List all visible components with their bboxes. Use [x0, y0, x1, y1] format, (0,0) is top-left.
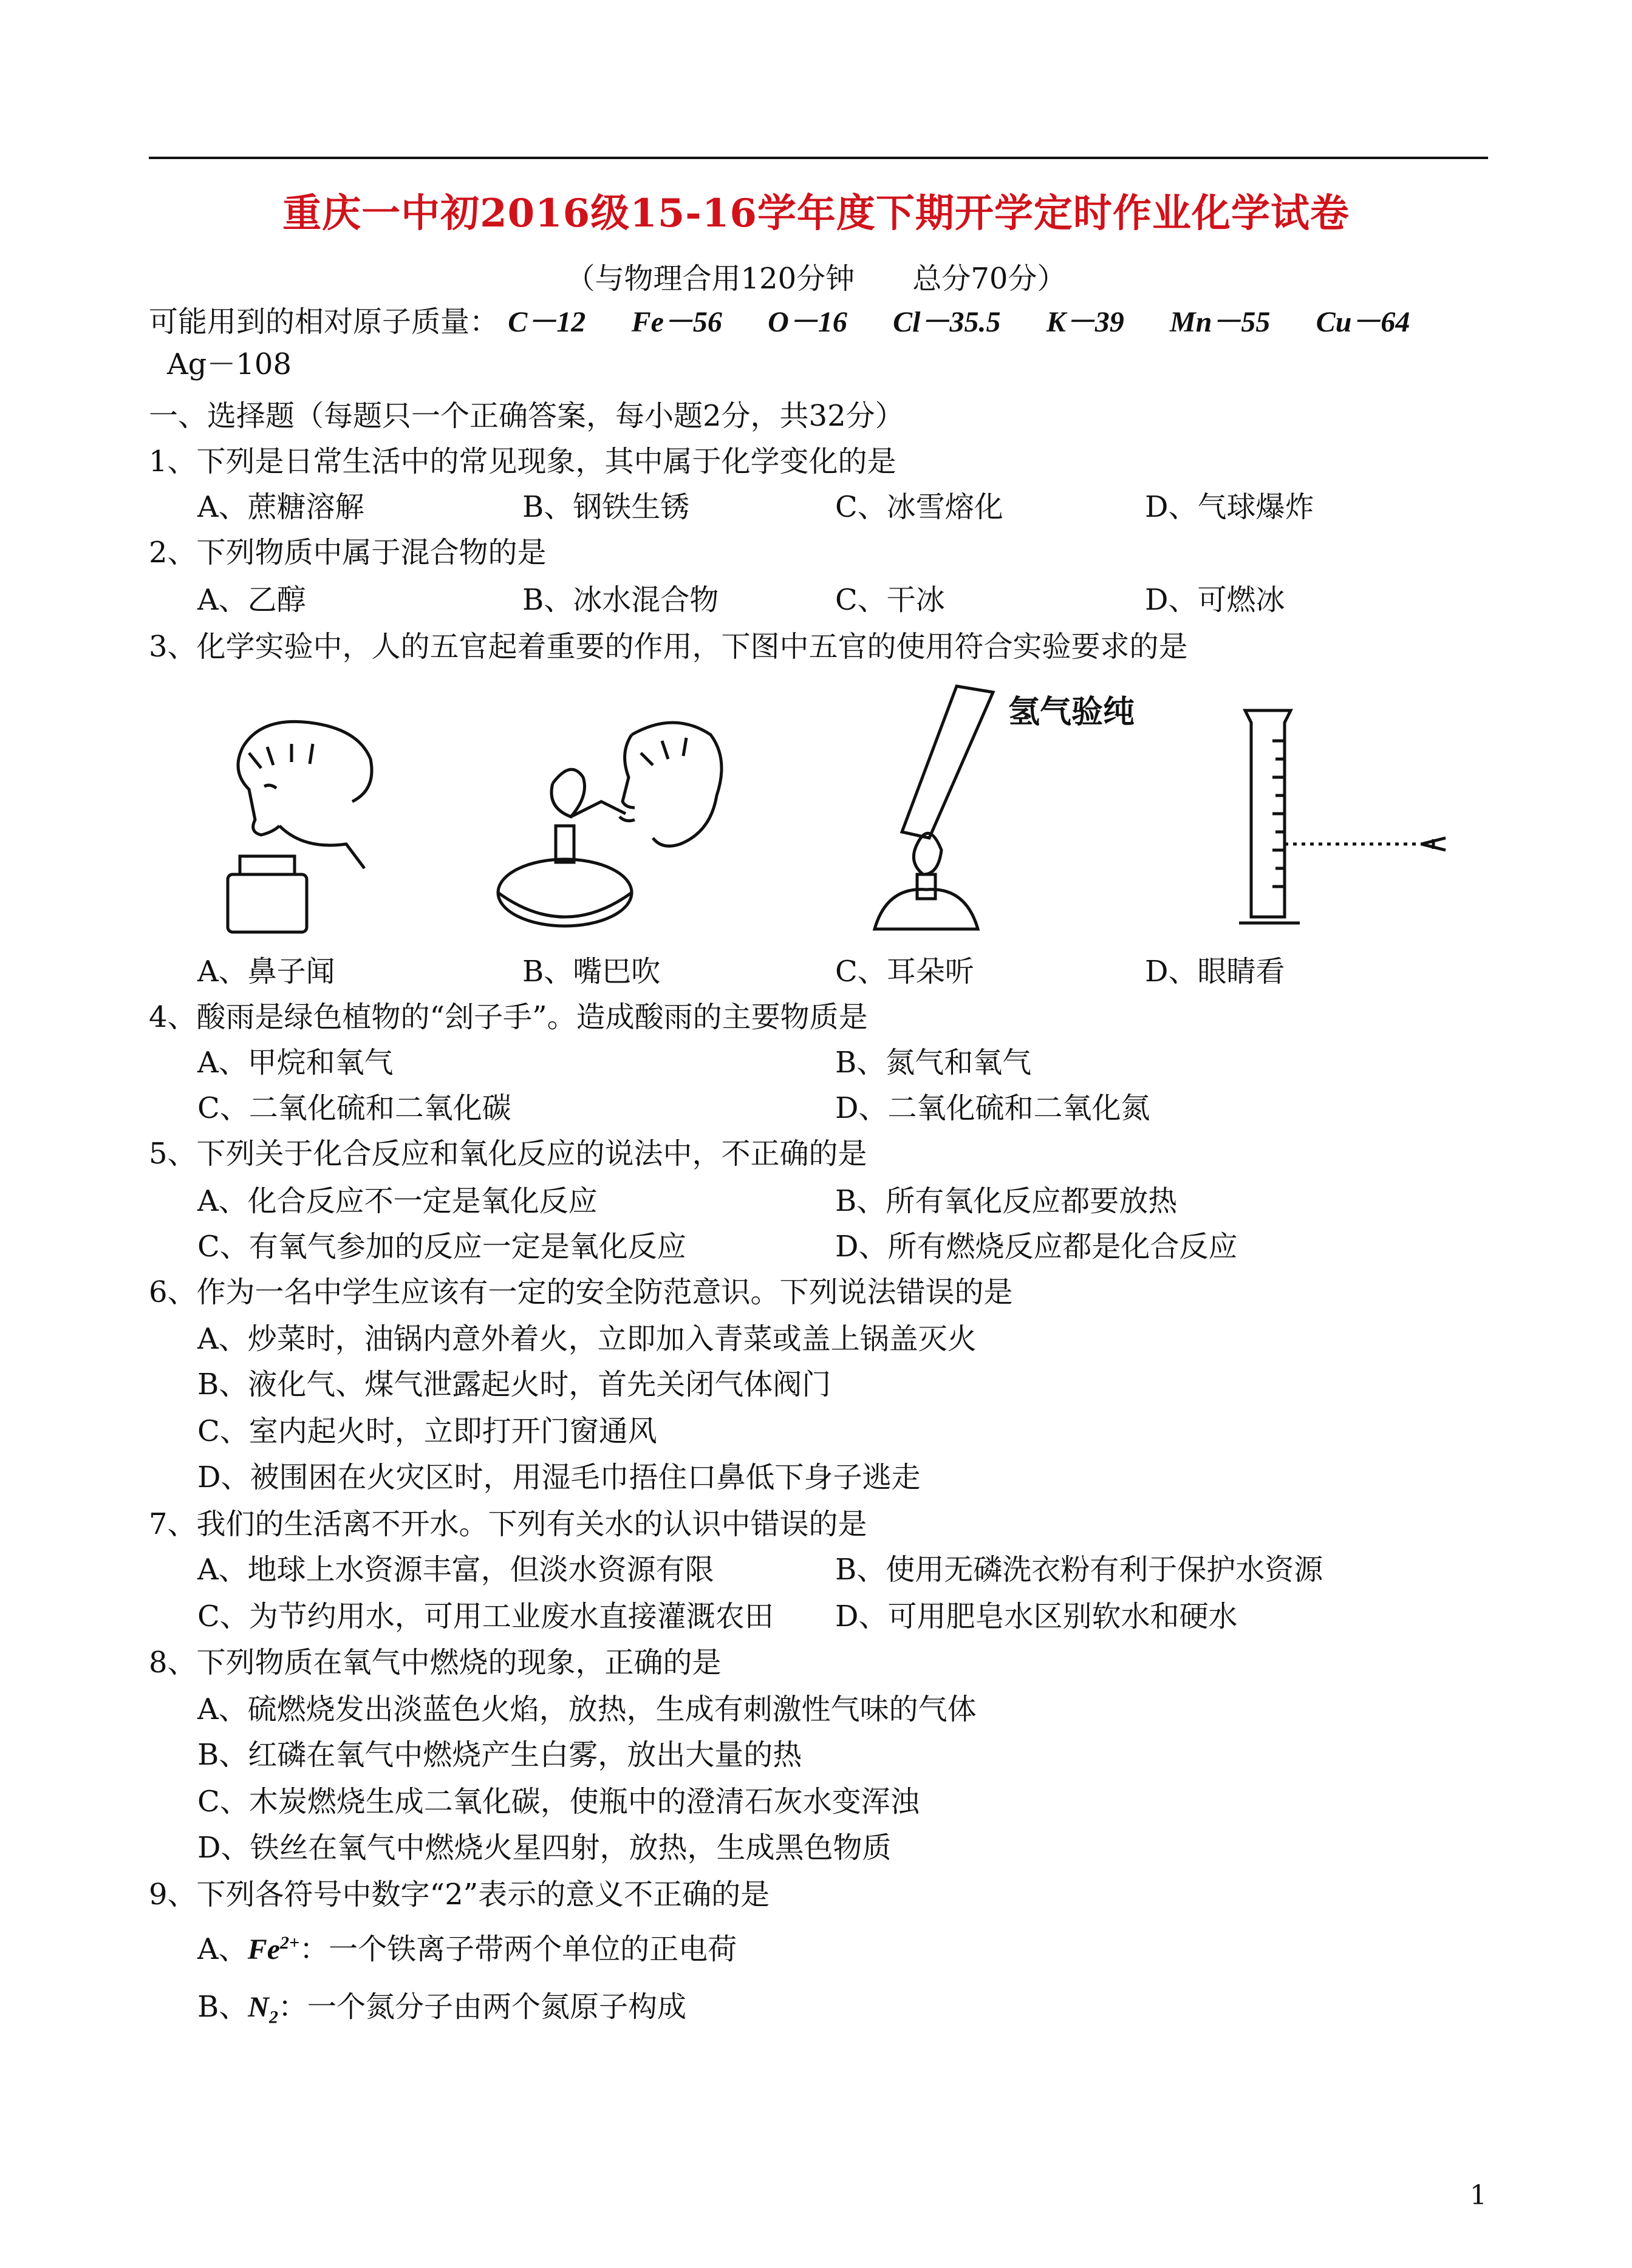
mass-item: K－39	[1046, 306, 1124, 338]
molecule-subscript: 2	[268, 2007, 278, 2028]
mass-item: Cl－35.5	[893, 306, 1001, 338]
option: B、嘴巴吹	[522, 955, 661, 989]
top-rule	[149, 157, 1488, 159]
option: C、为节约用水，可用工业废水直接灌溉农田	[197, 1599, 774, 1633]
option-text: ：一个铁离子带两个单位的正电荷	[299, 1932, 737, 1966]
question-4: 4、酸雨是绿色植物的“刽子手”。造成酸雨的主要物质是	[149, 1000, 868, 1034]
option: B、液化气、煤气泄露起火时，首先关闭气体阀门	[197, 1367, 831, 1401]
option: C、有氧气参加的反应一定是氧化反应	[197, 1230, 686, 1264]
option: B、冰水混合物	[522, 583, 719, 617]
option: A、甲烷和氧气	[197, 1046, 394, 1080]
option: A、炒菜时，油锅内意外着火，立即加入青菜或盖上锅盖灭火	[197, 1322, 977, 1356]
option: A、乙醇	[197, 583, 306, 617]
option: C、二氧化硫和二氧化碳	[197, 1091, 511, 1125]
ion-symbol: Fe	[247, 1933, 280, 1966]
mass-item: Mn－55	[1170, 306, 1271, 338]
subtitle-score: 总分70分）	[912, 262, 1067, 296]
option: D、可燃冰	[1145, 583, 1285, 617]
option-prefix: A、	[197, 1932, 248, 1966]
mass-item: Ag－108	[167, 347, 292, 381]
masses-label: 可能用到的相对原子质量：	[149, 305, 499, 339]
figure-mouth-blow	[480, 710, 735, 935]
question-3: 3、化学实验中，人的五官起着重要的作用，下图中五官的使用符合实验要求的是	[149, 630, 1188, 664]
option	[197, 1989, 686, 2036]
mass-item: Cu－64	[1316, 306, 1410, 338]
option: A、鼻子闻	[197, 955, 335, 989]
option: A、蔗糖溶解	[197, 490, 364, 524]
option: A、化合反应不一定是氧化反应	[197, 1184, 598, 1218]
option: C、干冰	[835, 583, 945, 617]
option: C、冰雪熔化	[835, 490, 1003, 524]
figure-nose-smell	[207, 710, 401, 935]
question-2: 2、下列物质中属于混合物的是	[149, 536, 547, 570]
option: B、红磷在氧气中燃烧产生白雾，放出大量的热	[197, 1738, 802, 1772]
atomic-masses	[149, 304, 1410, 341]
molecule-symbol: N	[248, 1991, 269, 2023]
question-7: 7、我们的生活离不开水。下列有关水的认识中错误的是	[149, 1507, 867, 1541]
question-6: 6、作为一名中学生应该有一定的安全防范意识。下列说法错误的是	[149, 1275, 1013, 1309]
subtitle	[0, 255, 1632, 297]
page-title: 重庆一中初2016级15-16学年度下期开学定时作业化学试卷	[282, 191, 1350, 236]
option: C、木炭燃烧生成二氧化碳，使瓶中的澄清石灰水变浑浊	[197, 1785, 920, 1819]
section-heading: 一、选择题（每题只一个正确答案，每小题2分，共32分）	[149, 399, 904, 433]
question-8: 8、下列物质在氧气中燃烧的现象，正确的是	[149, 1646, 722, 1680]
figure-hydrogen-test	[850, 680, 1190, 935]
question-1: 1、下列是日常生活中的常见现象，其中属于化学变化的是	[149, 444, 896, 478]
option: D、眼睛看	[1145, 955, 1285, 989]
figure-eye-read	[1233, 704, 1464, 935]
option: A、硫燃烧发出淡蓝色火焰，放热，生成有刺激性气味的气体	[197, 1692, 977, 1726]
option: A、地球上水资源丰富，但淡水资源有限	[197, 1553, 714, 1587]
option: B、钢铁生锈	[522, 490, 690, 524]
option: D、被围困在火灾区时，用湿毛巾捂住口鼻低下身子逃走	[197, 1460, 921, 1494]
option: D、气球爆炸	[1145, 490, 1314, 524]
ion-charge: 2+	[280, 1933, 300, 1953]
option	[197, 1925, 737, 1968]
option: B、氮气和氧气	[835, 1046, 1032, 1080]
mass-item: C－12	[508, 306, 586, 338]
subtitle-time: （与物理合用120分钟	[565, 262, 855, 296]
option: D、二氧化硫和二氧化氮	[835, 1091, 1150, 1125]
option: D、所有燃烧反应都是化合反应	[835, 1230, 1238, 1264]
option: D、铁丝在氧气中燃烧火星四射，放热，生成黑色物质	[197, 1831, 892, 1865]
option: B、使用无磷洗衣粉有利于保护水资源	[835, 1553, 1323, 1587]
page-number: 1	[1470, 2180, 1487, 2211]
question-5: 5、下列关于化合反应和氧化反应的说法中，不正确的是	[149, 1137, 867, 1171]
option: C、室内起火时，立即打开门窗通风	[197, 1414, 657, 1448]
mass-item: O－16	[768, 306, 847, 338]
option: D、可用肥皂水区别软水和硬水	[835, 1599, 1238, 1633]
mass-item: Fe－56	[631, 306, 722, 338]
question-9: 9、下列各符号中数字“2”表示的意义不正确的是	[149, 1878, 770, 1912]
option-text: ：一个氮分子由两个氮原子构成	[278, 1990, 686, 2024]
option-prefix: B、	[197, 1990, 248, 2024]
option: B、所有氧化反应都要放热	[835, 1184, 1178, 1218]
option: C、耳朵听	[835, 955, 974, 989]
figure-label: 氢气验纯	[1008, 694, 1135, 730]
